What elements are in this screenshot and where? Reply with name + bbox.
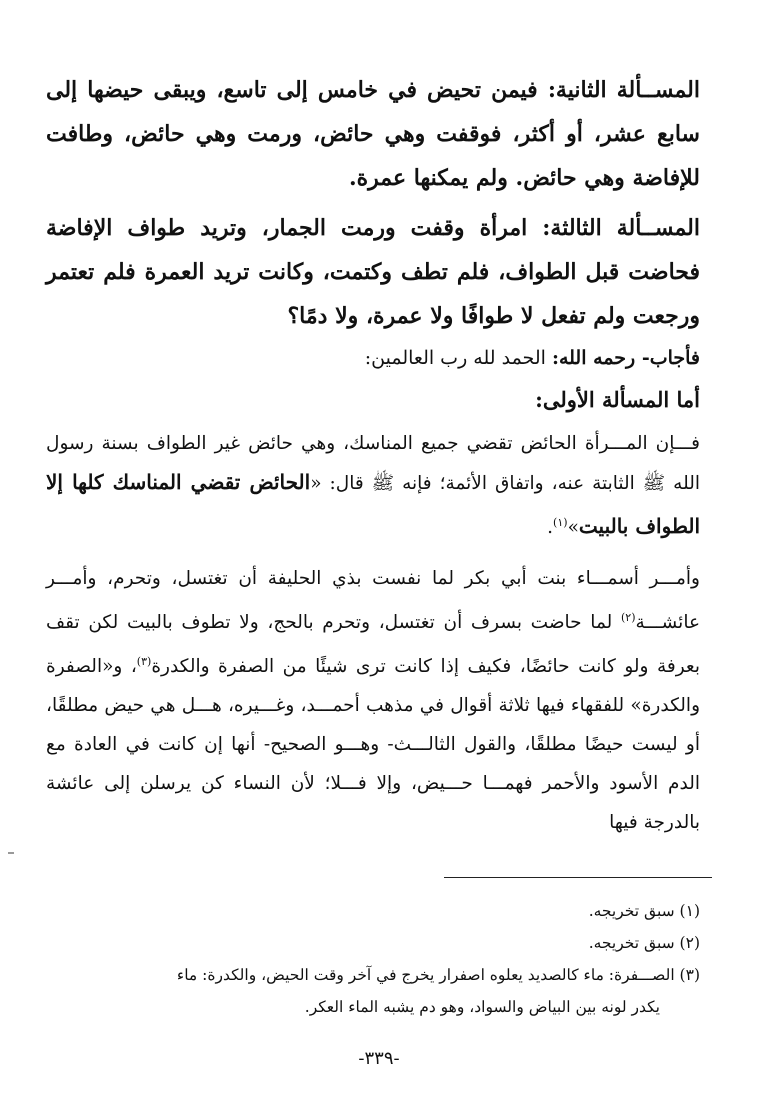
footnote-divider [444, 877, 712, 878]
footnotes [46, 895, 700, 1023]
footnote-3-line-1: (٣) الصـــفرة: ماء كالصديد يعلوه اصفرار يخرج في آخر وقت الحيض، والكدرة: ماء [176, 966, 700, 984]
paragraph-one-text: فـــإن المـــرأة الحائض تقضي جميع المناسك، وهي حائض غير الطواف بسنة رسول الله ﷺ الثابتة عنه، واتفاق الأئمة؛ فإنه ﷺ قال: « [46, 433, 700, 494]
footnote-1: (١) سبق تخريجه. [588, 902, 700, 920]
paragraph-one-close: » [567, 517, 579, 539]
answer-intro [46, 338, 700, 378]
paragraph-two-text-b: لما حاضت بسرف أن تغتسل، وتحرم بالحج، ولا تطوف بالبيت لكن تقف بعرفة ولو كانت حائضًا، فكيف إذا كانت ترى شيئًا من الصفرة والكدرة [46, 612, 700, 678]
page-number: -٣٣٩- [358, 1048, 400, 1069]
question-three-label: المســألة الثالثة: [542, 215, 700, 241]
margin-mark [8, 852, 14, 854]
footnote-2: (٢) سبق تخريجه. [588, 934, 700, 952]
question-three-text: امرأة وقفت ورمت الجمار، وتريد طواف الإفاضة فحاضت قبل الطواف، فلم تطف وكتمت، وكانت تريد العمرة فلم تعتمر ورجعت ولم تفعل لا طوافًا ولا عمرة، ولا دمًا؟ [46, 215, 700, 329]
hadith-quote: الحائض تقضي المناسك كلها إلا الطواف بالبيت [46, 470, 700, 539]
footnote-ref-3: (٣) [136, 655, 152, 669]
question-two [46, 68, 700, 200]
paragraph-one [46, 424, 700, 547]
paragraph-two [46, 559, 700, 842]
paragraph-two-text-a: وأمـــر أسمـــاء بنت أبي بكر لما نفست بذي الحليفة أن تغتسل، وتحرم، وأمـــر عائشـــة [46, 568, 700, 634]
question-two-label: المســألة الثانية: [547, 77, 700, 103]
question-two-text: فيمن تحيض في خامس إلى تاسع، ويبقى حيضها إلى سابع عشر، أو أكثر، فوقفت وهي حائض، ورمت وهي حائض، وطافت للإفاضة وهي حائض. ولم يمكنها عمرة. [46, 77, 700, 191]
question-three [46, 206, 700, 338]
paragraph-two-text-c: ، و«الصفرة والكدرة» للفقهاء فيها ثلاثة أقوال في مذهب أحمـــد، وغـــيره، هـــل هي حيض مطلقًا، أو ليست حيضًا مطلقًا، والقول الثالـــث- وهـــو الصحيح- أنها إن كانت في العادة مع الدم الأسود والأحمر فهمـــا حـــيض، وإلا فـــلا؛ لأن النساء كن يرسلن إلى عائشة بالدرجة فيها [46, 656, 700, 834]
footnote-3-line-2: يكدر لونه بين البياض والسواد، وهو دم يشبه الماء العكر. [304, 998, 660, 1016]
footnote-ref-2: (٢) [620, 611, 636, 625]
answer-praise: الحمد لله رب العالمين: [364, 347, 546, 369]
first-question-heading: أما المسألة الأولى: [535, 387, 700, 412]
answer-lead: فأجاب- رحمه الله: [551, 347, 700, 369]
footnote-ref-1: (١) [553, 516, 568, 529]
paragraph-one-end: . [547, 517, 554, 539]
